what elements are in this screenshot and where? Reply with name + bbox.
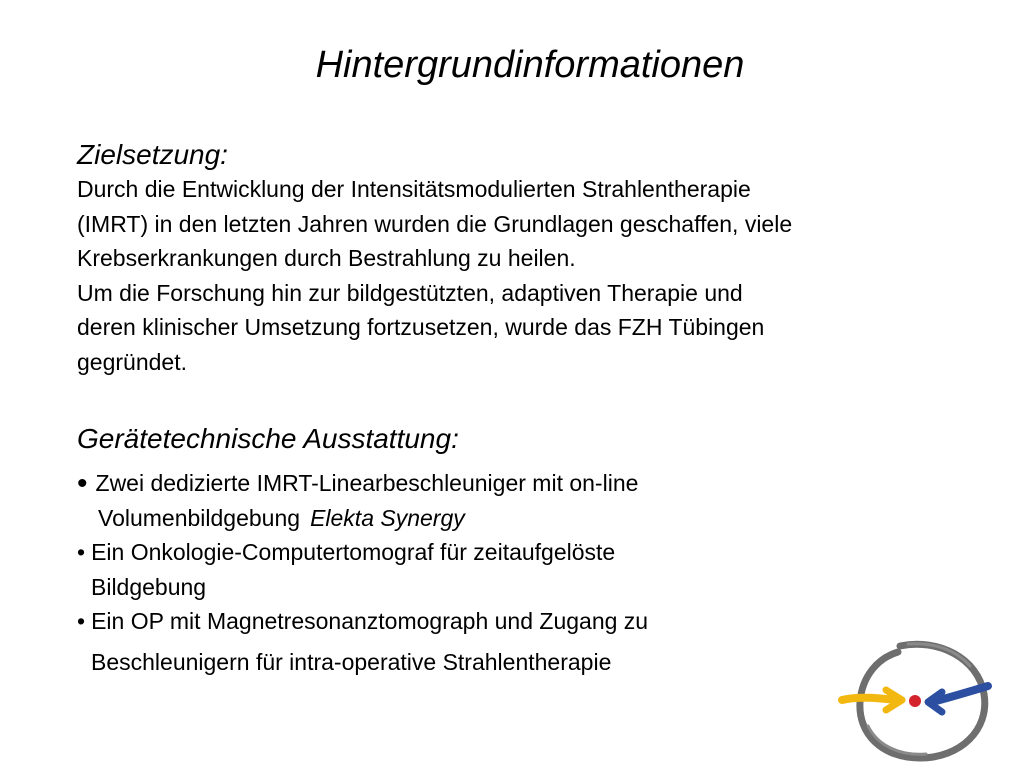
bullet-text: Beschleunigern für intra-operative Strahlentherapie	[91, 648, 612, 675]
bullet-icon: •	[77, 467, 88, 500]
circle-arrows-logo-icon	[838, 636, 994, 762]
goal-line: deren klinischer Umsetzung fortzusetzen, wurde das FZH Tübingen	[77, 314, 765, 340]
bullet-item	[77, 466, 648, 535]
bullet-text: Bildgebung	[91, 573, 207, 600]
goal-section	[77, 138, 792, 379]
bullet-text: Volumenbildgebung	[98, 504, 301, 531]
goal-line: Krebserkrankungen durch Bestrahlung zu heilen.	[77, 245, 576, 271]
goal-paragraph	[77, 172, 792, 379]
bullet-text: Ein Onkologie-Computertomograf für zeitaufgelöste	[91, 539, 616, 565]
goal-line: Durch die Entwicklung der Intensitätsmodulierten Strahlentherapie	[77, 176, 751, 202]
bullet-icon: •	[77, 608, 86, 634]
goal-line: gegründet.	[77, 348, 187, 375]
bullet-item	[77, 604, 648, 679]
logo-arrow-yellow	[842, 698, 896, 700]
bullet-text: Zwei dedizierte IMRT-Linearbeschleuniger mit on-line	[95, 470, 639, 496]
equipment-bullet-list	[77, 466, 648, 679]
goal-line: Um die Forschung hin zur bildgestützten, adaptiven Therapie und	[77, 279, 743, 306]
goal-heading: Zielsetzung:	[77, 139, 228, 170]
bullet-icon: •	[77, 539, 86, 565]
goal-line: (IMRT) in den letzten Jahren wurden die Grundlagen geschaffen, viele	[77, 210, 793, 237]
product-name: Elekta Synergy	[310, 504, 465, 531]
equipment-section	[77, 422, 459, 456]
bullet-text: Ein OP mit Magnetresonanztomograph und Zugang zu	[91, 608, 649, 634]
slide-title: Hintergrundinformationen	[315, 44, 745, 86]
bullet-item	[77, 535, 648, 604]
logo-center-dot	[909, 695, 921, 707]
equipment-heading: Gerätetechnische Ausstattung:	[77, 423, 459, 454]
